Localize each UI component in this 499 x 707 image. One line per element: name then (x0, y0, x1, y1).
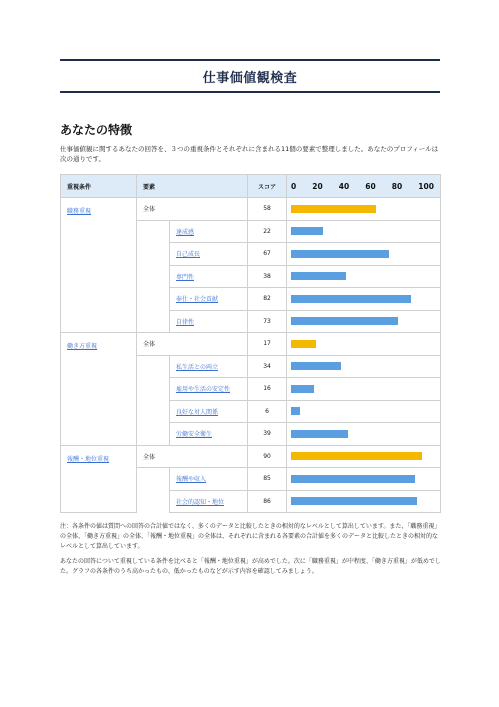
bar-cell (287, 468, 441, 491)
header-score: スコア (248, 175, 287, 198)
indent-cell (137, 355, 170, 378)
element-score-bar (291, 362, 341, 370)
score-cell: 82 (248, 288, 287, 311)
intro-text: 仕事価値観に関するあなたの回答を、３つの重視条件とそれぞれに含まれる11個の要素で整理しました。あなたのプロフィールは次の通りです。 (60, 145, 439, 163)
element-score-bar (291, 475, 415, 483)
bar-cell (287, 333, 441, 356)
bar-cell (287, 243, 441, 266)
element-cell (170, 265, 248, 288)
indent-cell (137, 265, 170, 288)
header-axis (287, 175, 441, 198)
axis-tick: 100 (418, 181, 434, 191)
element-cell (170, 468, 248, 491)
axis-tick: 40 (338, 181, 350, 191)
category-link[interactable]: 職務重視 (67, 208, 92, 215)
indent-cell (137, 310, 170, 333)
table-row (61, 445, 441, 468)
element-link[interactable]: 達成感 (176, 228, 195, 236)
element-cell (170, 243, 248, 266)
element-score-bar (291, 317, 398, 325)
element-link[interactable]: 自律性 (176, 318, 195, 326)
element-score-bar (291, 407, 300, 415)
bar-cell (287, 220, 441, 243)
category-link[interactable]: 報酬・地位重視 (67, 455, 110, 463)
element-link[interactable]: 良好な対人関係 (176, 408, 219, 416)
bar-cell (287, 355, 441, 378)
element-link[interactable]: 雇用や生活の安定性 (176, 386, 231, 394)
note-paragraph: 注：各条件の値は質問への回答の合計値ではなく、多くのデータと比較したときの相対的なレベルとして算出しています。また、「職務重視」の全体、「働き方重視」の全体、「報酬・地位重視」の全体は、それぞれに含まれる各要素の合計値を多くのデータと比較したときの相対的なレベルとして算出しています。 (60, 523, 441, 550)
element-cell (170, 400, 248, 423)
title-band (60, 59, 440, 93)
element-overall: 全体 (137, 445, 248, 468)
category-cell (61, 333, 137, 446)
element-link[interactable]: 奉仕・社会貢献 (176, 296, 219, 304)
score-cell: 58 (248, 198, 287, 221)
element-cell (170, 490, 248, 513)
note-paragraph: あなたの回答について重視している条件を比べると「報酬・地位重視」が高めでした。次に「職務重視」が中程度、「働き方重視」が低めでした。グラフの各条件のうち高かったもの、低かったものなどが示す内容を確認してみましょう。 (60, 558, 441, 575)
bar-cell (287, 265, 441, 288)
bar-cell (287, 310, 441, 333)
indent-cell (137, 490, 170, 513)
element-link[interactable]: 専門性 (176, 273, 195, 281)
overall-score-bar (291, 340, 316, 348)
indent-cell (137, 288, 170, 311)
score-cell: 85 (248, 468, 287, 491)
category-link[interactable]: 働き方重視 (67, 343, 98, 350)
indent-cell (137, 378, 170, 401)
axis-tick: 0 (291, 181, 297, 191)
bar-cell (287, 423, 441, 446)
score-cell: 38 (248, 265, 287, 288)
element-cell (170, 310, 248, 333)
element-cell (170, 378, 248, 401)
bar-cell (287, 198, 441, 221)
table-row (61, 198, 441, 221)
element-cell (170, 288, 248, 311)
element-score-bar (291, 295, 411, 303)
element-link[interactable]: 報酬や収入 (176, 476, 207, 484)
section-heading: あなたの特徴 (60, 123, 133, 137)
element-score-bar (291, 272, 346, 280)
element-overall: 全体 (137, 198, 248, 221)
category-cell (61, 198, 137, 333)
header-category: 重視条件 (61, 175, 137, 198)
bar-cell (287, 490, 441, 513)
bar-cell (287, 378, 441, 401)
score-cell: 34 (248, 355, 287, 378)
element-cell (170, 423, 248, 446)
element-score-bar (291, 430, 348, 438)
overall-score-bar (291, 452, 422, 460)
score-cell: 86 (248, 490, 287, 513)
element-overall: 全体 (137, 333, 248, 356)
indent-cell (137, 220, 170, 243)
indent-cell (137, 423, 170, 446)
bar-cell (287, 445, 441, 468)
element-link[interactable]: 自己成長 (176, 251, 201, 259)
axis-tick: 80 (391, 181, 403, 191)
bar-cell (287, 400, 441, 423)
element-link[interactable]: 労働安全衛生 (176, 431, 213, 439)
score-cell: 22 (248, 220, 287, 243)
axis-tick: 60 (365, 181, 376, 191)
table-row (61, 333, 441, 356)
score-cell: 6 (248, 400, 287, 423)
overall-score-bar (291, 205, 376, 213)
page-title: 仕事価値観検査 (202, 70, 298, 86)
notes (60, 522, 442, 582)
score-cell: 16 (248, 378, 287, 401)
score-cell: 73 (248, 310, 287, 333)
score-cell: 39 (248, 423, 287, 446)
indent-cell (137, 243, 170, 266)
table-header-row (61, 175, 441, 198)
profile-table (60, 174, 441, 513)
element-link[interactable]: 社会的認知・地位 (176, 498, 225, 506)
element-link[interactable]: 私生活との両立 (176, 363, 219, 371)
element-cell (170, 355, 248, 378)
element-score-bar (291, 497, 417, 505)
header-element: 要素 (137, 175, 248, 198)
element-score-bar (291, 250, 389, 258)
category-cell (61, 445, 137, 513)
element-cell (170, 220, 248, 243)
indent-cell (137, 400, 170, 423)
axis-ticks (291, 182, 436, 191)
score-cell: 67 (248, 243, 287, 266)
score-cell: 17 (248, 333, 287, 356)
indent-cell (137, 468, 170, 491)
element-score-bar (291, 385, 314, 393)
axis-tick: 20 (312, 181, 323, 191)
score-cell: 90 (248, 445, 287, 468)
bar-cell (287, 288, 441, 311)
element-score-bar (291, 227, 323, 235)
